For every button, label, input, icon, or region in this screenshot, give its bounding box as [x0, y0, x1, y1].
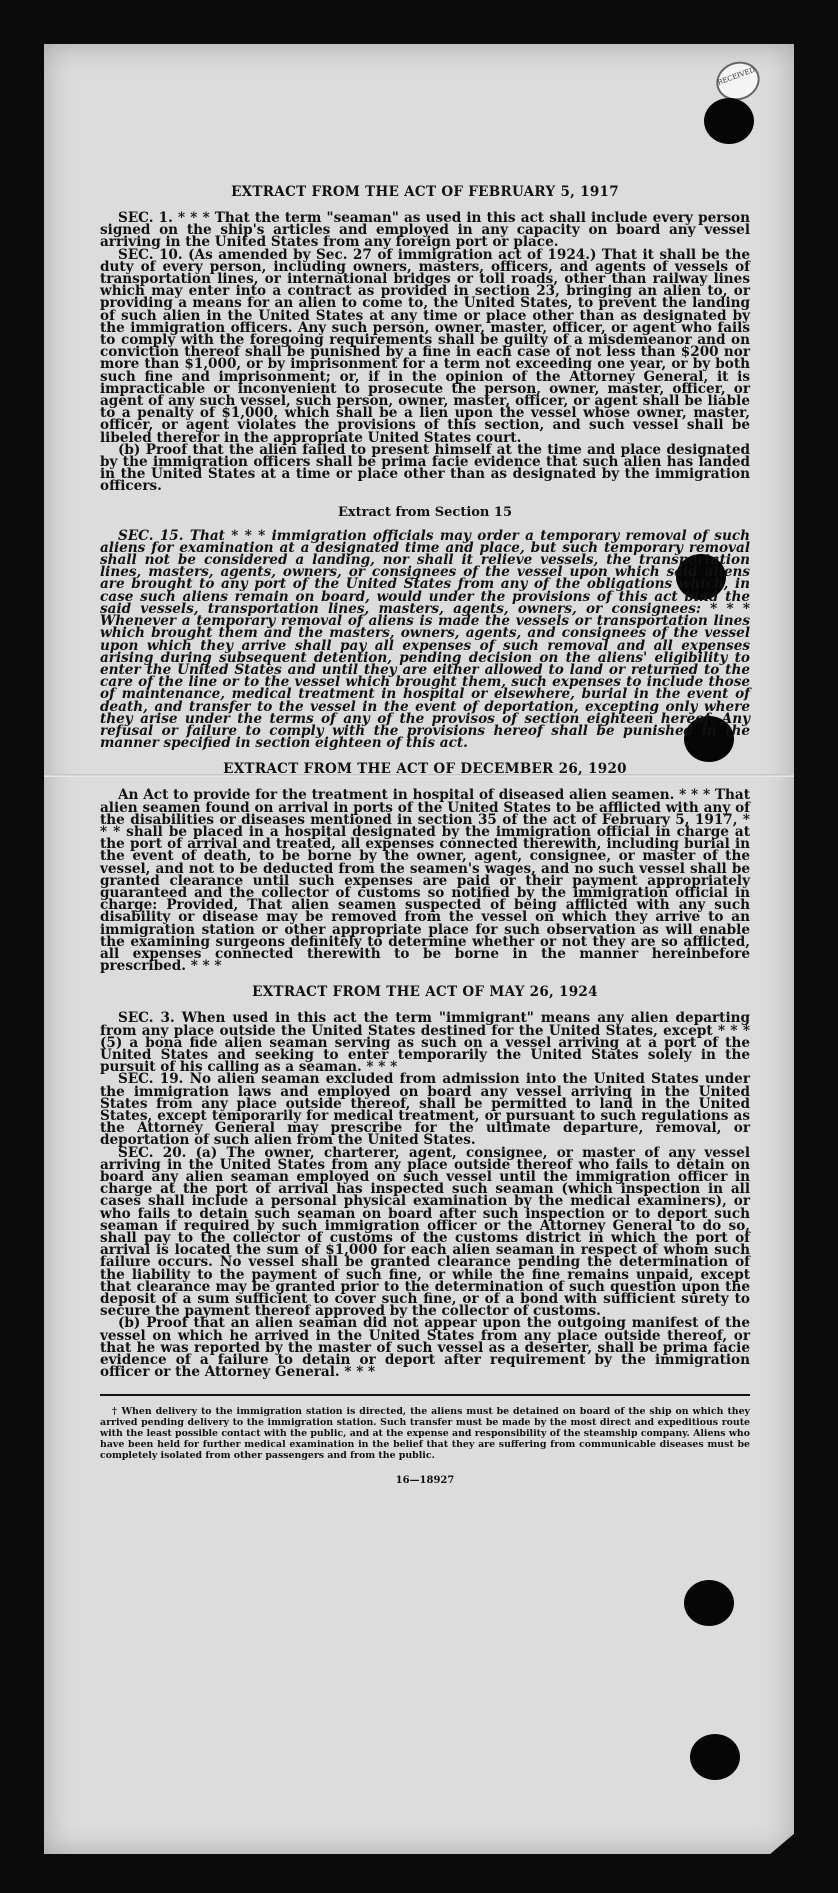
punch-hole [704, 98, 754, 144]
footnote-divider [100, 1394, 750, 1396]
document-body [100, 184, 750, 1486]
section-heading: EXTRACT FROM THE ACT OF MAY 26, 1924 [252, 984, 598, 1001]
form-number: 16—18927 [395, 1475, 455, 1487]
section-heading: EXTRACT FROM THE ACT OF FEBRUARY 5, 1917 [231, 184, 619, 200]
section-act-1924 [100, 984, 750, 1381]
punch-hole [690, 1734, 740, 1780]
footnote: † When delivery to the immigration station is directed, the aliens must be detained on board of the ship on which they arrived pending delivery to the immigration station. Such transfer must be made by the most direct and expeditious route with the least possible contact with the public, and at the expense and responsibility of the steamship company. Aliens who have been held for further medical examination in the belief that they are suffering from communicable diseases must be completely isolated from other passengers and from the public. [100, 1406, 750, 1462]
section-15-extract [100, 505, 750, 750]
punch-hole [684, 1580, 734, 1626]
paragraph: SEC. 10. (As amended by Sec. 27 of immigration act of 1924.) That it shall be the duty of every person, including owners, masters, officers, and agents of vessels of transportation lines, or international bridges or toll roads, other than railway lines which may enter into a contract as provided in section 23, bringing an alien to, or providing a means for an alien to come to, the United States, to prevent the landing of such alien in the United States at any time or place other than as designated by the immigration officers. Any such person, owner, master, officer, or agent who fails to comply with the foregoing requirements shall be guilty of a misdemeanor and on conviction thereof shall be punished by a fine in each case of not less than $200 nor more than $1,000, or by imprisonment for a term not exceeding one year, or by both such fine and imprisonment; or, if in the opinion of the Attorney General, it is impracticable or inconvenient to prosecute the person, owner, master, officer, or agent of any such vessel, such person, owner, master, officer, or agent shall be liable to a penalty of $1,000, which shall be a lien upon the vessel whose owner, master, officer, or agent violates the provisions of this section, and such vessel shall be libeled therefor in the appropriate United States court. [100, 246, 750, 446]
paragraph: SEC. 15. That * * * immigration officials may order a temporary removal of such aliens for examination at a designated time and place, but such temporary removal shall not be considered a landing, nor shall it relieve vessels, the transportation lines, masters, agents, owners, or consignees of the vessel upon which said aliens are brought to any port of the United States from any of the obligations which, in case such aliens remain on board, would under the provisions of this act bind the said vessels, transportation lines, masters, agents, owners, or consignees: * * * Whenever a temporary removal of aliens is made the vessels or transportation lines which brought them and the masters, owners, agents, and consignees of the vessel upon which they arrive shall pay all expenses of such removal and all expenses arising during subsequent detention, pending decision on the aliens' eligibility to enter the United States and until they are either allowed to land or returned to the care of the line or to the vessel which brought them, such expenses to include those of maintenance, medical treatment in hospital or elsewhere, burial in the event of death, and transfer to the vessel in the event of deportation, excepting only where they arise under the terms of any of the provisos of section eighteen hereof. Any refusal or failure to comply with the provisions hereof shall be punished in the manner specified in section eighteen of this act. [100, 527, 750, 752]
section-heading: Extract from Section 15 [337, 504, 513, 520]
paragraph: SEC. 1. * * * That the term "seaman" as used in this act shall include every person signed on the ship's articles and employed in any capacity on board any vessel arriving in the United States from any foreign port or place. [100, 210, 750, 251]
torn-corner [769, 1833, 795, 1855]
document-page [44, 44, 794, 1854]
paragraph: SEC. 20. (a) The owner, charterer, agent, consignee, or master of any vessel arriving in the United States from any place outside thereof who fails to detain on board any alien seaman employed on such vessel until the immigration officer in charge at the port of arrival has inspected such seaman (which inspection in all cases shall include a personal physical examination by the medical examiners), or who fails to detain such seaman on board after such inspection or to deport such seaman if required by such immigration officer or the Attorney General to do so, shall pay to the collector of customs of the customs district in which the port of arrival is located the sum of $1,000 for each alien seaman in respect of whom such failure occurs. No vessel shall be granted clearance pending the determination of the liability to the payment of such fine, or while the fine remains unpaid, except that clearance may be granted prior to the determination of such question upon the deposit of a sum sufficient to cover such fine, or of a bond with sufficient surety to secure the payment thereof approved by the collector of customs. [100, 1144, 750, 1320]
section-act-1920 [100, 761, 750, 975]
paragraph: SEC. 3. When used in this act the term "immigrant" means any alien departing from any place outside the United States destined for the United States, except * * * (5) a bona fide alien seaman serving as such on a vessel arriving at a port of the United States and seeking to enter temporarily the United States solely in the pursuit of his calling as a seaman. * * * [100, 1010, 750, 1076]
paragraph: An Act to provide for the treatment in hospital of diseased alien seamen. * * * That alien seamen found on arrival in ports of the United States to be afflicted with any of the disabilities or diseases mentioned in section 35 of the act of February 5, 1917, * * * shall be placed in a hospital designated by the immigration official in charge at the port of arrival and treated, all expenses connected therewith, including burial in the event of death, to be borne by the owner, agent, consignee, or master of the vessel, and not to be deducted from the seamen's wages, and no such vessel shall be granted clearance until such expenses are paid or their payment appropriately guaranteed and the collector of customs so notified by the immigration official in charge: Provided, That alien seamen suspected of being afflicted with any such disability or disease may be removed from the vessel on which they arrive to an immigration station or other appropriate place for such observation as will enable the examining surgeons definitely to determine whether or not they are so afflicted, all expenses connected therewith to be borne in the manner hereinbefore prescribed. * * * [100, 787, 750, 975]
paragraph: (b) Proof that an alien seaman did not appear upon the outgoing manifest of the vessel on which he arrived in the United States from any place outside thereof, or that he was reported by the master of such vessel as a deserter, shall be prima facie evidence of a failure to detain or deport after requirement by the immigration officer or the Attorney General. * * * [100, 1315, 750, 1381]
paragraph: (b) Proof that the alien failed to present himself at the time and place designated by the immigration officers shall be prima facie evidence that such alien has landed in the United States at a time or place other than as designated by the immigration officers. [100, 441, 750, 495]
section-heading: EXTRACT FROM THE ACT OF DECEMBER 26, 1920 [223, 761, 627, 778]
paragraph: SEC. 19. No alien seaman excluded from admission into the United States under the immigration laws and employed on board any vessel arriving in the United States from any place outside thereof, shall be permitted to land in the United States, except temporarily for medical treatment, or pursuant to such regulations as the Attorney General may prescribe for the ultimate departure, removal, or deportation of such alien from the United States. [100, 1071, 750, 1149]
section-act-1917 [100, 184, 750, 493]
received-stamp: RECEIVED [711, 56, 765, 107]
